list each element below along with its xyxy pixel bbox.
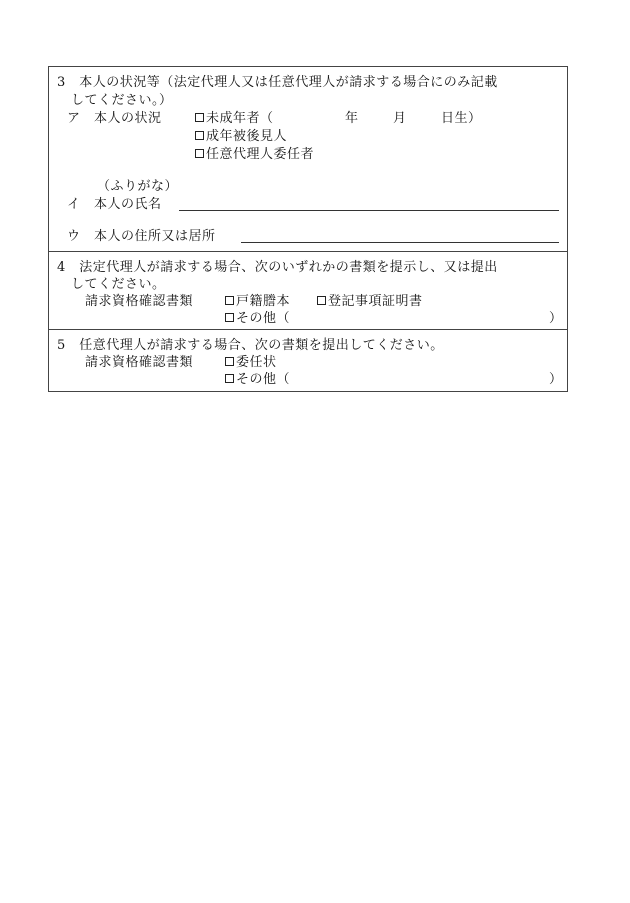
voluntary-agent-option[interactable] (195, 147, 314, 163)
voluntary-agent-option-label: 任意代理人委任者 (206, 147, 315, 162)
principal-name-label: イ 本人の氏名 (67, 197, 162, 212)
section-4-document-label: 請求資格確認書類 (85, 294, 194, 309)
family-register-option-label: 戸籍謄本 (236, 294, 291, 309)
section-4-other-close-paren: ） (549, 311, 563, 326)
section-5-heading: 5 任意代理人が請求する場合、次の書類を提出してください。 (57, 338, 444, 353)
power-of-attorney-option-label: 委任状 (236, 355, 277, 370)
registry-certificate-option-label: 登記事項証明書 (328, 294, 423, 309)
request-form-frame (48, 66, 568, 392)
section-5-document-label: 請求資格確認書類 (85, 355, 194, 370)
section-4-other-option[interactable] (225, 311, 290, 327)
registry-certificate-checkbox[interactable] (317, 296, 326, 305)
section-3-heading-line2: してください。） (71, 93, 173, 108)
adult-guardian-option-label: 成年被後見人 (206, 129, 288, 144)
birth-month-label: 月 (393, 111, 407, 126)
power-of-attorney-checkbox[interactable] (225, 357, 234, 366)
section-4-heading-line2: してください。 (71, 277, 166, 292)
section-5-other-option[interactable] (225, 372, 290, 388)
section-4 (49, 251, 567, 329)
family-register-checkbox[interactable] (225, 296, 234, 305)
section-4-other-option-label: その他（ (236, 311, 291, 326)
power-of-attorney-option[interactable] (225, 355, 277, 371)
section-4-heading-line1: 4 法定代理人が請求する場合、次のいずれかの書類を提示し、又は提出 (57, 260, 498, 275)
section-3-heading-line1: 3 本人の状況等（法定代理人又は任意代理人が請求する場合にのみ記載 (57, 75, 498, 90)
voluntary-agent-checkbox[interactable] (195, 149, 204, 158)
adult-guardian-option[interactable] (195, 129, 287, 145)
minor-option[interactable] (195, 111, 274, 127)
section-5-other-option-label: その他（ (236, 372, 291, 387)
registry-certificate-option[interactable] (317, 294, 423, 310)
minor-option-label: 未成年者（ (206, 111, 274, 126)
section-4-other-checkbox[interactable] (225, 313, 234, 322)
family-register-option[interactable] (225, 294, 290, 310)
principal-name-field[interactable] (179, 210, 559, 211)
birth-day-label: 日生） (441, 111, 482, 126)
principal-status-label: ア 本人の状況 (67, 111, 162, 126)
minor-checkbox[interactable] (195, 113, 204, 122)
section-5-other-checkbox[interactable] (225, 374, 234, 383)
section-3 (49, 67, 567, 251)
birth-year-label: 年 (345, 111, 359, 126)
section-5-other-close-paren: ） (549, 372, 563, 387)
section-5 (49, 329, 567, 391)
furigana-label: （ふりがな） (97, 179, 179, 194)
principal-address-field[interactable] (241, 242, 559, 243)
adult-guardian-checkbox[interactable] (195, 131, 204, 140)
principal-address-label: ウ 本人の住所又は居所 (67, 229, 216, 244)
